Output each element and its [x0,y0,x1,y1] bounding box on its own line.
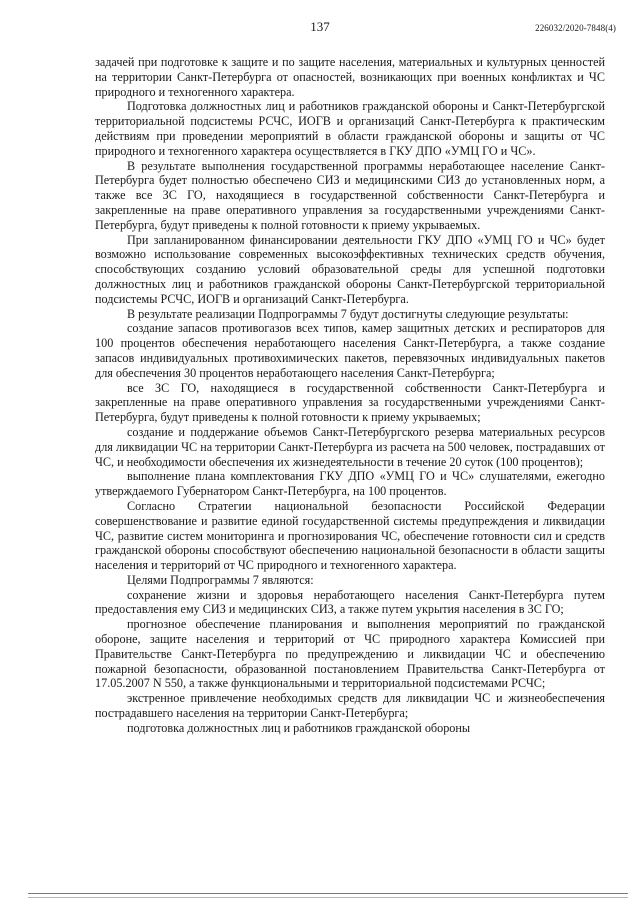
paragraph-4: При запланированном финансировании деятельности ГКУ ДПО «УМЦ ГО и ЧС» будет возможно использование современных высокоэффективных технических средств обучения, способствующих созданию условий образовательной среды для успешной подготовки должностных лиц и работников гражданской обороны Санкт-Петербургской территориальной подсистемы РСЧС, ИОГВ и организаций Санкт-Петербурга. [95,232,605,306]
paragraph-8: создание и поддержание объемов Санкт-Петербургского резерва материальных ресурсов для ликвидации ЧС на территории Санкт-Петербурга из расчета на 500 человек, пострадавших от ЧС, и необходимости обеспечения их жизнедеятельности в течение 20 суток (100 процентов); [95,424,605,469]
paragraph-12: сохранение жизни и здоровья неработающего населения Санкт-Петербурга путем предоставления ему СИЗ и медицинских СИЗ, а также путем укрытия населения в ЗС ГО; [95,587,605,617]
bottom-scan-edge [28,893,628,894]
paragraph-5: В результате реализации Подпрограммы 7 будут достигнуты следующие результаты: [127,306,569,321]
paragraph-11: Целями Подпрограммы 7 являются: [127,572,314,587]
paragraph-14: экстренное привлечение необходимых средств для ликвидации ЧС и жизнеобеспечения пострадавшего населения на территории Санкт-Петербурга; [95,691,605,721]
paragraph-10: Согласно Стратегии национальной безопасности Российской Федерации совершенствование и развитие единой государственной системы предупреждения и ликвидации ЧС, развитие систем мониторинга и прогнозирования ЧС, обеспечение готовности сил и средств гражданской обороны способствуют обеспечению национальной безопасности в области защиты населения и территорий от ЧС природного и техногенного характера. [95,498,605,573]
paragraph-6: создание запасов противогазов всех типов, камер защитных детских и респираторов для 100 процентов обеспечения неработающего населения Санкт-Петербурга, а также создание запасов индивидуальных противохимических пакетов, перевязочных индивидуальных пакетов для обеспечения 30 процентов неработающего населения Санкт-Петербурга; [95,321,605,380]
paragraph-3: В результате выполнения государственной программы неработающее население Санкт-Петербурга будет полностью обеспечено СИЗ и медицинскими СИЗ до установленных норм, а также все ЗС ГО, находящиеся в государственной собственности Санкт-Петербурга и закрепленные на праве оперативного управления за государственными учреждениями Санкт-Петербурга, будут приведены к полной готовности к приему укрываемых. [95,158,605,232]
document-code: 226032/2020-7848(4) [535,23,616,33]
page-number: 137 [310,19,330,34]
document-body [95,55,605,736]
paragraph-1: задачей при подготовке к защите и по защите населения, материальных и культурных ценностей на территории Санкт-Петербурга от опасностей, возникающих при военных конфликтах и ЧС природного и техногенного характера. [95,55,605,99]
paragraph-7: все ЗС ГО, находящиеся в государственной собственности Санкт-Петербурга и закрепленные на праве оперативного управления за государственными учреждениями Санкт-Петербурга, будут приведены к полной готовности к приему укрываемых; [95,380,605,425]
paragraph-2: Подготовка должностных лиц и работников гражданской обороны и Санкт-Петербургской территориальной подсистемы РСЧС, ИОГВ и организаций Санкт-Петербурга к практическим действиям при проведении мероприятий в области гражданской обороны и защиты от ЧС природного и техногенного характера осуществляется в ГКУ ДПО «УМЦ ГО и ЧС». [95,99,605,158]
paragraph-13: прогнозное обеспечение планирования и выполнения мероприятий по гражданской обороне, защите населения и территорий от ЧС природного характера Комиссией при Правительстве Санкт-Петербурга по предупреждению и ликвидации ЧС и обеспечению пожарной безопасности, образованной постановлением Правительства Санкт-Петербурга от 17.05.2007 N 550, а также функциональными и территориальной подсистемами РСЧС; [95,617,605,691]
bottom-scan-edge-secondary [28,897,628,898]
paragraph-9: выполнение плана комплектования ГКУ ДПО «УМЦ ГО и ЧС» слушателями, ежегодно утверждаемого Губернатором Санкт-Петербурга, на 100 процентов. [95,469,605,499]
paragraph-15: подготовка должностных лиц и работников гражданской обороны [127,720,471,735]
